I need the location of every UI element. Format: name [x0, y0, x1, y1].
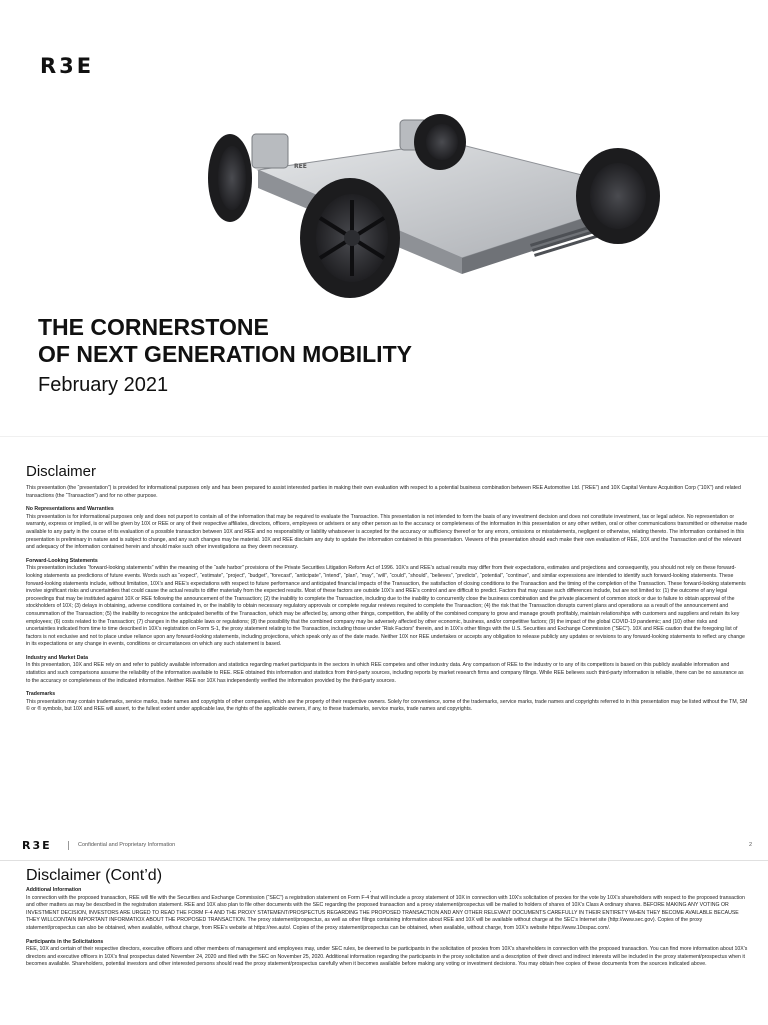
disclaimer-heading: Disclaimer [26, 463, 97, 480]
section-body: In connection with the proposed transaction, REE will file with the Securities and Exchange Commission (“SEC”) a registration statement on Form F-4 that will include a proxy statement of 10X in connection with 10X’s solicitation of proxies for the vote by 10X’s shareholders with respect to the proposed transaction and other matters as may be described in the registration statement. REE and 10X also plan to file other documents with the SEC regarding the proposed transaction and a proxy statement/prospectus will be mailed to holders of shares of 10X’s Class A ordinary shares. BEFORE MAKING ANY VOTING OR INVESTMENT DECISION, INVESTORS ARE URGED TO READ THE FORM F-4 AND THE PROXY STATEMENT/PROSPECTUS REGARDING THE PROPOSED TRANSACTION AND ANY OTHER RELEVANT DOCUMENTS CAREFULLY IN THEIR ENTIRETY WHEN THEY BECOME AVAILABLE BECAUSE THEY WILLCONTAIN IMPORTANT INFORMATIOX ABOUT THE PROPOSED TRANSACTION. The proxy statement/prospectus, as well as other filings containing information about REE and 10X will be available without charge at the SEC’s Internet site (http://www.sec.gov). Copies of the proxy statement/prospectus can also be obtained, when available, without charge, from REE’s website at https://ree.auto/. Copies of the proxy statement/prospectus can be obtained, when available, without charge, from 10X’s website https://www.10xspac.com/. [26, 894, 745, 931]
wheel-front-right [576, 148, 660, 244]
cover-slide [0, 0, 768, 436]
disclaimer-contd-heading [26, 867, 162, 885]
disclaimer-intro: This presentation (the “presentation”) is provided for informational purposes only and has been prepared to assist interested parties in making their own evaluation with respect to a potential business combination between REE Automotive Ltd. (“REE”) and 10X Capital Venture Acquisition Corp (“10X”) and related transactions (the “Transaction”) and for no other purpose. [26, 485, 741, 499]
section-title: Additional Information [26, 887, 82, 893]
page-number: 2 [748, 842, 752, 848]
section-title: Participants in the Solicitations [26, 938, 104, 945]
disclaimer-slide [0, 436, 768, 861]
disclaimer-contd-suffix: (Cont’d) [105, 867, 163, 884]
wheel-rear-left [208, 134, 252, 222]
footer-confidential-text: Confidential and Proprietary Information [78, 842, 176, 848]
section-body: This presentation is for informational purposes only and does not purport to contain all of the information that may be required to evaluate the Transaction. This presentation is not intended to form the basis of any investment decision and does not constitute investment, tax or legal advice. No representation or warranty, express or implied, is or will be given by 10X or REE or any of their respective affiliates, directors, officers, employees or advisers or any other person as to the accuracy or completeness of the information in this presentation or any other written, oral or other communications transmitted or otherwise made available to any party in the course of its evaluation of a possible transaction between 10X and REE and no responsibility or liability whatsoever is accepted for the accuracy or sufficiency thereof or for any errors, omissions or misstatements, negligent or otherwise, relating thereto. The information contained in this presentation is preliminary in nature and is subject to change, and any such changes may be material. 10X and REE disclaim any duty to update the information contained in this presentation. Viewers of this presentation should each make their own evaluation of REE, 10X and the Transaction and of the relevant and adequacy of the information contained herein and should make such other investigations as they deem necessary. [26, 513, 748, 551]
section-body: In this presentation, 10X and REE rely on and refer to publicly available information and statistics regarding market participants in the sectors in which REE competes and other industry data. Any comparison of REE to the industry or to any of its competitors is based on this publicly available information and statistics and such comparisons assume the reliability of the information available to REE. REE obtained this information and statistics from third-party sources, including reports by market research firms and company filings. While REE believes such third-party information is reliable, there can be no assurance as to the accuracy or completeness of the indicated information. Neither REE nor 10X has independently verified the information provided by the third-party sources. [26, 662, 744, 684]
disclaimer-section [26, 558, 748, 649]
hero-title-line-1: THE CORNERSTONE [38, 314, 269, 340]
disclaimer-section [26, 887, 748, 933]
disclaimer-contd-body [26, 887, 748, 975]
disclaimer-section [26, 506, 748, 552]
footer-logo: R3E [22, 839, 52, 852]
section-title: No Representations and Warranties [26, 506, 114, 513]
disclaimer-contd-slide [0, 860, 768, 1025]
section-title: Trademarks [26, 691, 56, 698]
disclaimer-section [26, 939, 748, 969]
wheel-rear-right [414, 114, 466, 170]
footer-divider [68, 841, 69, 850]
ree-logo: R3E [40, 54, 95, 78]
corner-module [252, 134, 288, 168]
hero-title-line-2: OF NEXT GENERATION MOBILITY [38, 341, 412, 367]
hero-title [38, 314, 412, 368]
section-title: Industry and Market Data [26, 654, 88, 661]
section-body: This presentation includes “forward-looking statements” within the meaning of the “safe harbor” provisions of the Private Securities Litigation Reform Act of 1996. 10X’s and REE’s actual results may differ from their expectations, estimates and projections and consequently, you should not rely on these forward-looking statements as predictions of future events. Words such as “expect”, “estimate”, “project”, “budget”, “forecast”, “anticipate”, “intend”, “plan”, “may”, “will”, “could”, “should”, “believes”, “predicts”, “potential”, “continue”, and similar expressions are intended to identify such forward-looking statements. These forward-looking statements include, without limitation, 10X’s and REE’s expectations with respect to future performance and anticipated financial impacts of the Transaction, the satisfaction of closing conditions to the Transaction and the timing of the completion of the Transaction. These forward-looking statements involve significant risks and uncertainties that could cause the actual results to differ materially from the expected results. Most of these factors are outside 10X’s and REE’s control and are difficult to predict. Factors that may cause such differences include, but are not limited to: (1) the outcome of any legal proceedings that may be instituted against 10X or REE following the announcement of the Transaction; (2) the inability to complete the Transaction, including due to the inability to concurrently close the business combination and the private placement of common stock or due to failure to obtain approval of the stockholders of 10X; (3) delays in obtaining, adverse conditions contained in, or the inability to obtain necessary regulatory approvals or complete regular reviews required to complete the Transaction; (4) the risk that the Transaction disrupts current plans and operations as a result of the announcement and consummation of the Transaction; (5) the inability to recognize the anticipated benefits of the Transaction, which may be affected by, among other things, competition, the ability of the combined company to grow and manage growth profitably, maintain relationships with customers and suppliers and retain its key employees; (6) costs related to the Transaction; (7) changes in the applicable laws or regulations; (8) the possibility that the combined company may be adversely affected by other economic, business, and/or competitive factors; (9) the impact of the global COVID-19 pandemic; and (10) other risks and uncertainties indicated from time to time described in 10X’s registration on Form S-1, the proxy statement relating to the Transaction, including those under “Risk Factors” therein, and in 10X’s other filings with the U.S. Securities and Exchange Commission (“SEC”). 10X and REE caution that the foregoing list of factors is not exclusive and not to place undue reliance upon any forward-looking statements, including projections, which speak only as of the date made. Neither 10X nor REE undertakes or accepts any obligation to release publicly any updates or revisions to any forward-looking statements to reflect any change in its expectations or any change in events, conditions or circumstances on which any such statement is based. [26, 565, 746, 648]
section-title: Forward-Looking Statements [26, 557, 98, 564]
chassis-badge: REE [294, 163, 307, 170]
section-body: REE, 10X and certain of their respective directors, executive officers and other members of management and employees may, under SEC rules, be deemed to be participants in the solicitation of proxies from 10X’s shareholders in connection with the proposed transaction. You can find more information about 10X’s directors and executive officers in 10X’s final prospectus dated November 24, 2020 and filed with the SEC on November 25, 2020. Additional information regarding the participants in the proxy solicitation and a description of their direct and indirect interests will be included in the proxy statement/prospectus when it becomes available. Shareholders, potential investors and other interested persons should read the proxy statement/prospectus carefully when it becomes available before making any voting or investment decisions. You may obtain free copies of these documents from the sources indicated above. [26, 946, 748, 968]
disclaimer-section [26, 691, 748, 714]
wheel-front-left [300, 178, 400, 298]
presentation-date: February 2021 [38, 374, 169, 396]
disclaimer-body [26, 485, 748, 720]
disclaimer-contd-title: Disclaimer [26, 867, 101, 884]
slide-footer [22, 839, 752, 853]
disclaimer-section [26, 655, 748, 685]
skateboard-chassis-image [200, 108, 680, 300]
section-body: This presentation may contain trademarks, service marks, trade names and copyrights of other companies, which are the property of their respective owners. Solely for convenience, some of the trademarks, service marks, trade names and copyrights referred to in this presentation may be listed without the TM, SM © or ® symbols, but 10X and REE will assert, to the fullest extent under applicable law, the rights of the applicable owners, if any, to these trademarks, service marks, trade names and copyrights. [26, 698, 748, 713]
